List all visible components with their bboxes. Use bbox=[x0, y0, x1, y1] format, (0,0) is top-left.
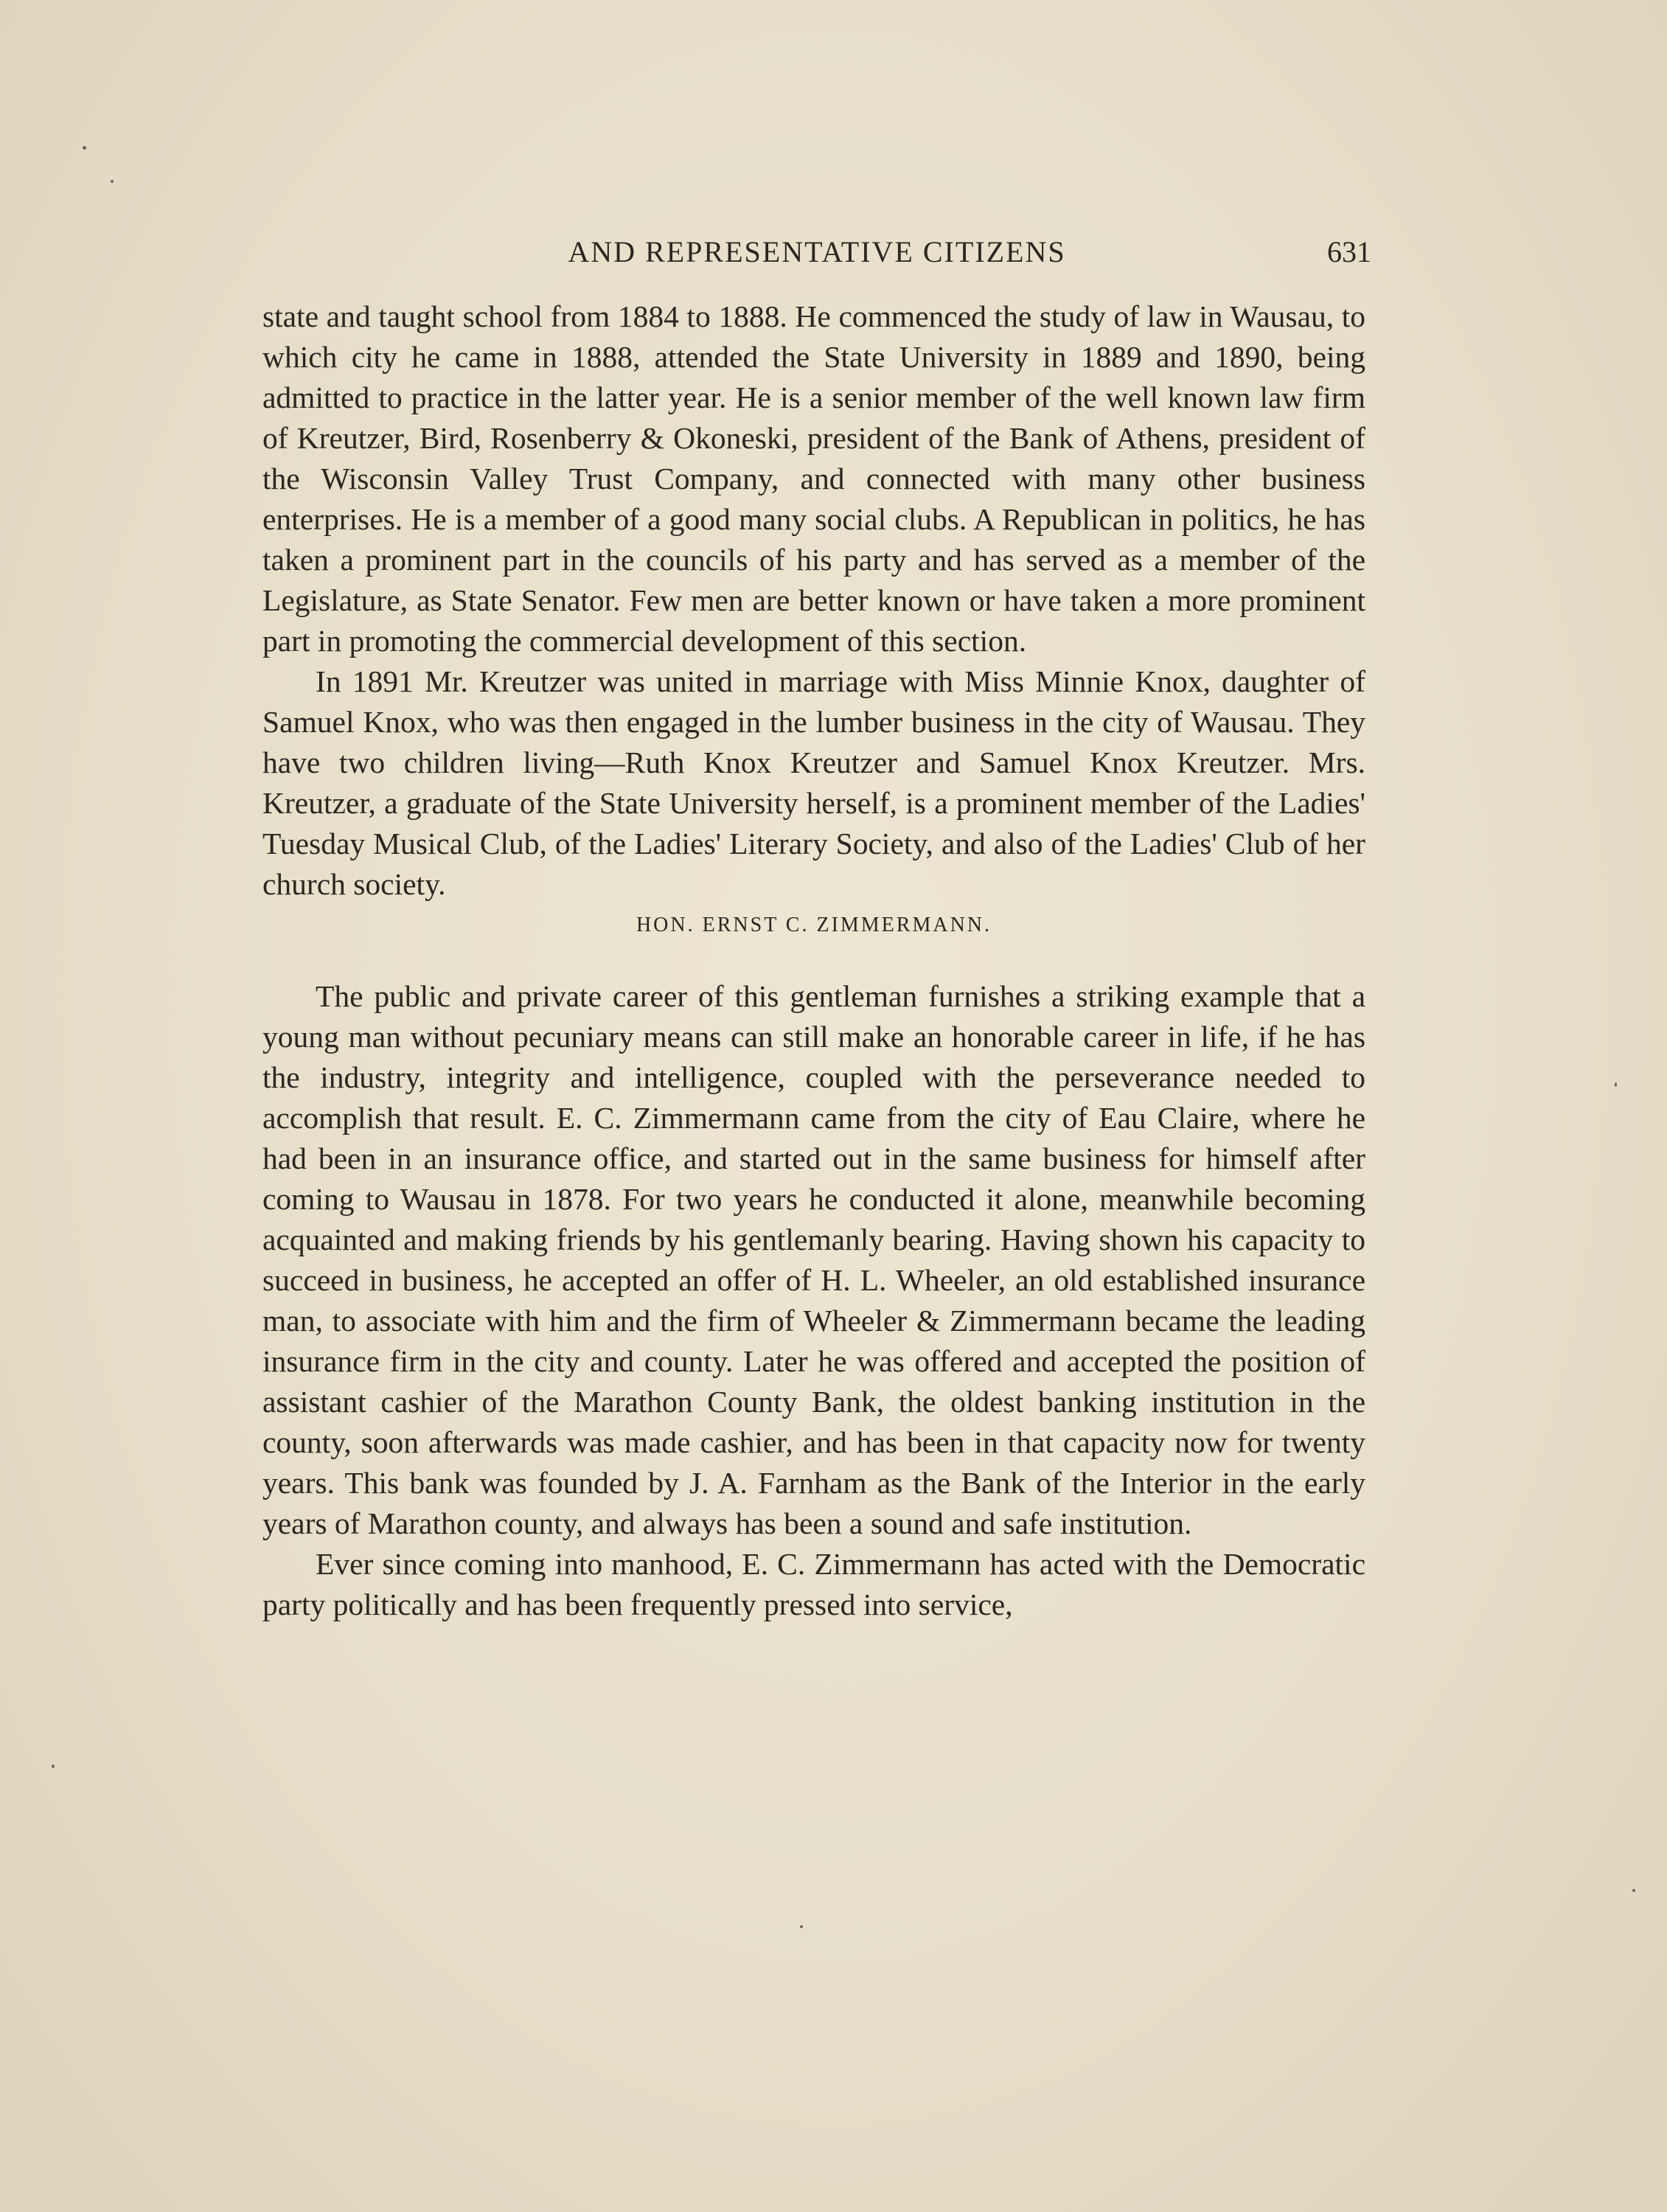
paper-speck bbox=[83, 146, 86, 150]
paper-speck bbox=[1632, 1889, 1635, 1892]
paper-speck bbox=[800, 1925, 803, 1928]
paragraph: Ever since coming into manhood, E. C. Zimmermann has acted with the Democratic party politically and has been frequently pressed into service, bbox=[262, 1547, 1365, 1621]
paragraph: state and taught school from 1884 to 1888. He commenced the study of law in Wausau, to which city he came in 1888, attended the State University in 1889 and 1890, being admitted to practice in the latter year. He is a senior member of the well known law firm of Kreutzer, Bird, Rosenberry & Okoneski, president of the Bank of Athens, president of the Wisconsin Valley Trust Company, and connected with many other business enterprises. He is a member of a good many social clubs. A Republican in politics, he has taken a prominent part in the councils of his party and has served as a member of the Legislature, as State Senator. Few men are better known or have taken a more prominent part in promoting the commercial development of this section. bbox=[262, 299, 1365, 658]
paragraph: The public and private career of this gentleman furnishes a striking example that a young man without pecuniary means can still make an honorable career in life, if he has the industry, integrity and intelligence, coupled with the perseverance needed to accomplish that result. E. C. Zimmermann came from the city of Eau Claire, where he had been in an insurance office, and started out in the same business for himself after coming to Wausau in 1878. For two years he conducted it alone, meanwhile becoming acquainted and making friends by his gentlemanly bearing. Having shown his capacity to succeed in business, he accepted an offer of H. L. Wheeler, an old established insurance man, to associate with him and the firm of Wheeler & Zimmermann became the leading insurance firm in the city and county. Later he was offered and accepted the position of assistant cashier of the Marathon County Bank, the oldest banking institution in the county, soon afterwards was made cashier, and has been in that capacity now for twenty years. This bank was founded by J. A. Farnham as the Bank of the Interior in the early years of Marathon county, and always has been a sound and safe institution. bbox=[262, 979, 1365, 1540]
page-header bbox=[262, 230, 1371, 274]
running-title: AND REPRESENTATIVE CITIZENS bbox=[568, 235, 1066, 268]
paragraph: In 1891 Mr. Kreutzer was united in marriage with Miss Minnie Knox, daughter of Samuel Knox, who was then engaged in the lumber business in the city of Wausau. They have two children living—Ruth Knox Kreutzer and Samuel Knox Kreutzer. Mrs. Kreutzer, a graduate of the State University herself, is a prominent member of the Ladies' Tuesday Musical Club, of the Ladies' Literary Society, and also of the Ladies' Club of her church society. bbox=[262, 664, 1365, 901]
paper-speck bbox=[52, 1764, 55, 1768]
body-text bbox=[262, 296, 1365, 1625]
section-heading: HON. ERNST C. ZIMMERMANN. bbox=[636, 914, 992, 936]
page-number: 631 bbox=[1327, 235, 1371, 268]
paper-speck bbox=[111, 180, 114, 183]
paper-speck bbox=[1615, 1082, 1617, 1087]
